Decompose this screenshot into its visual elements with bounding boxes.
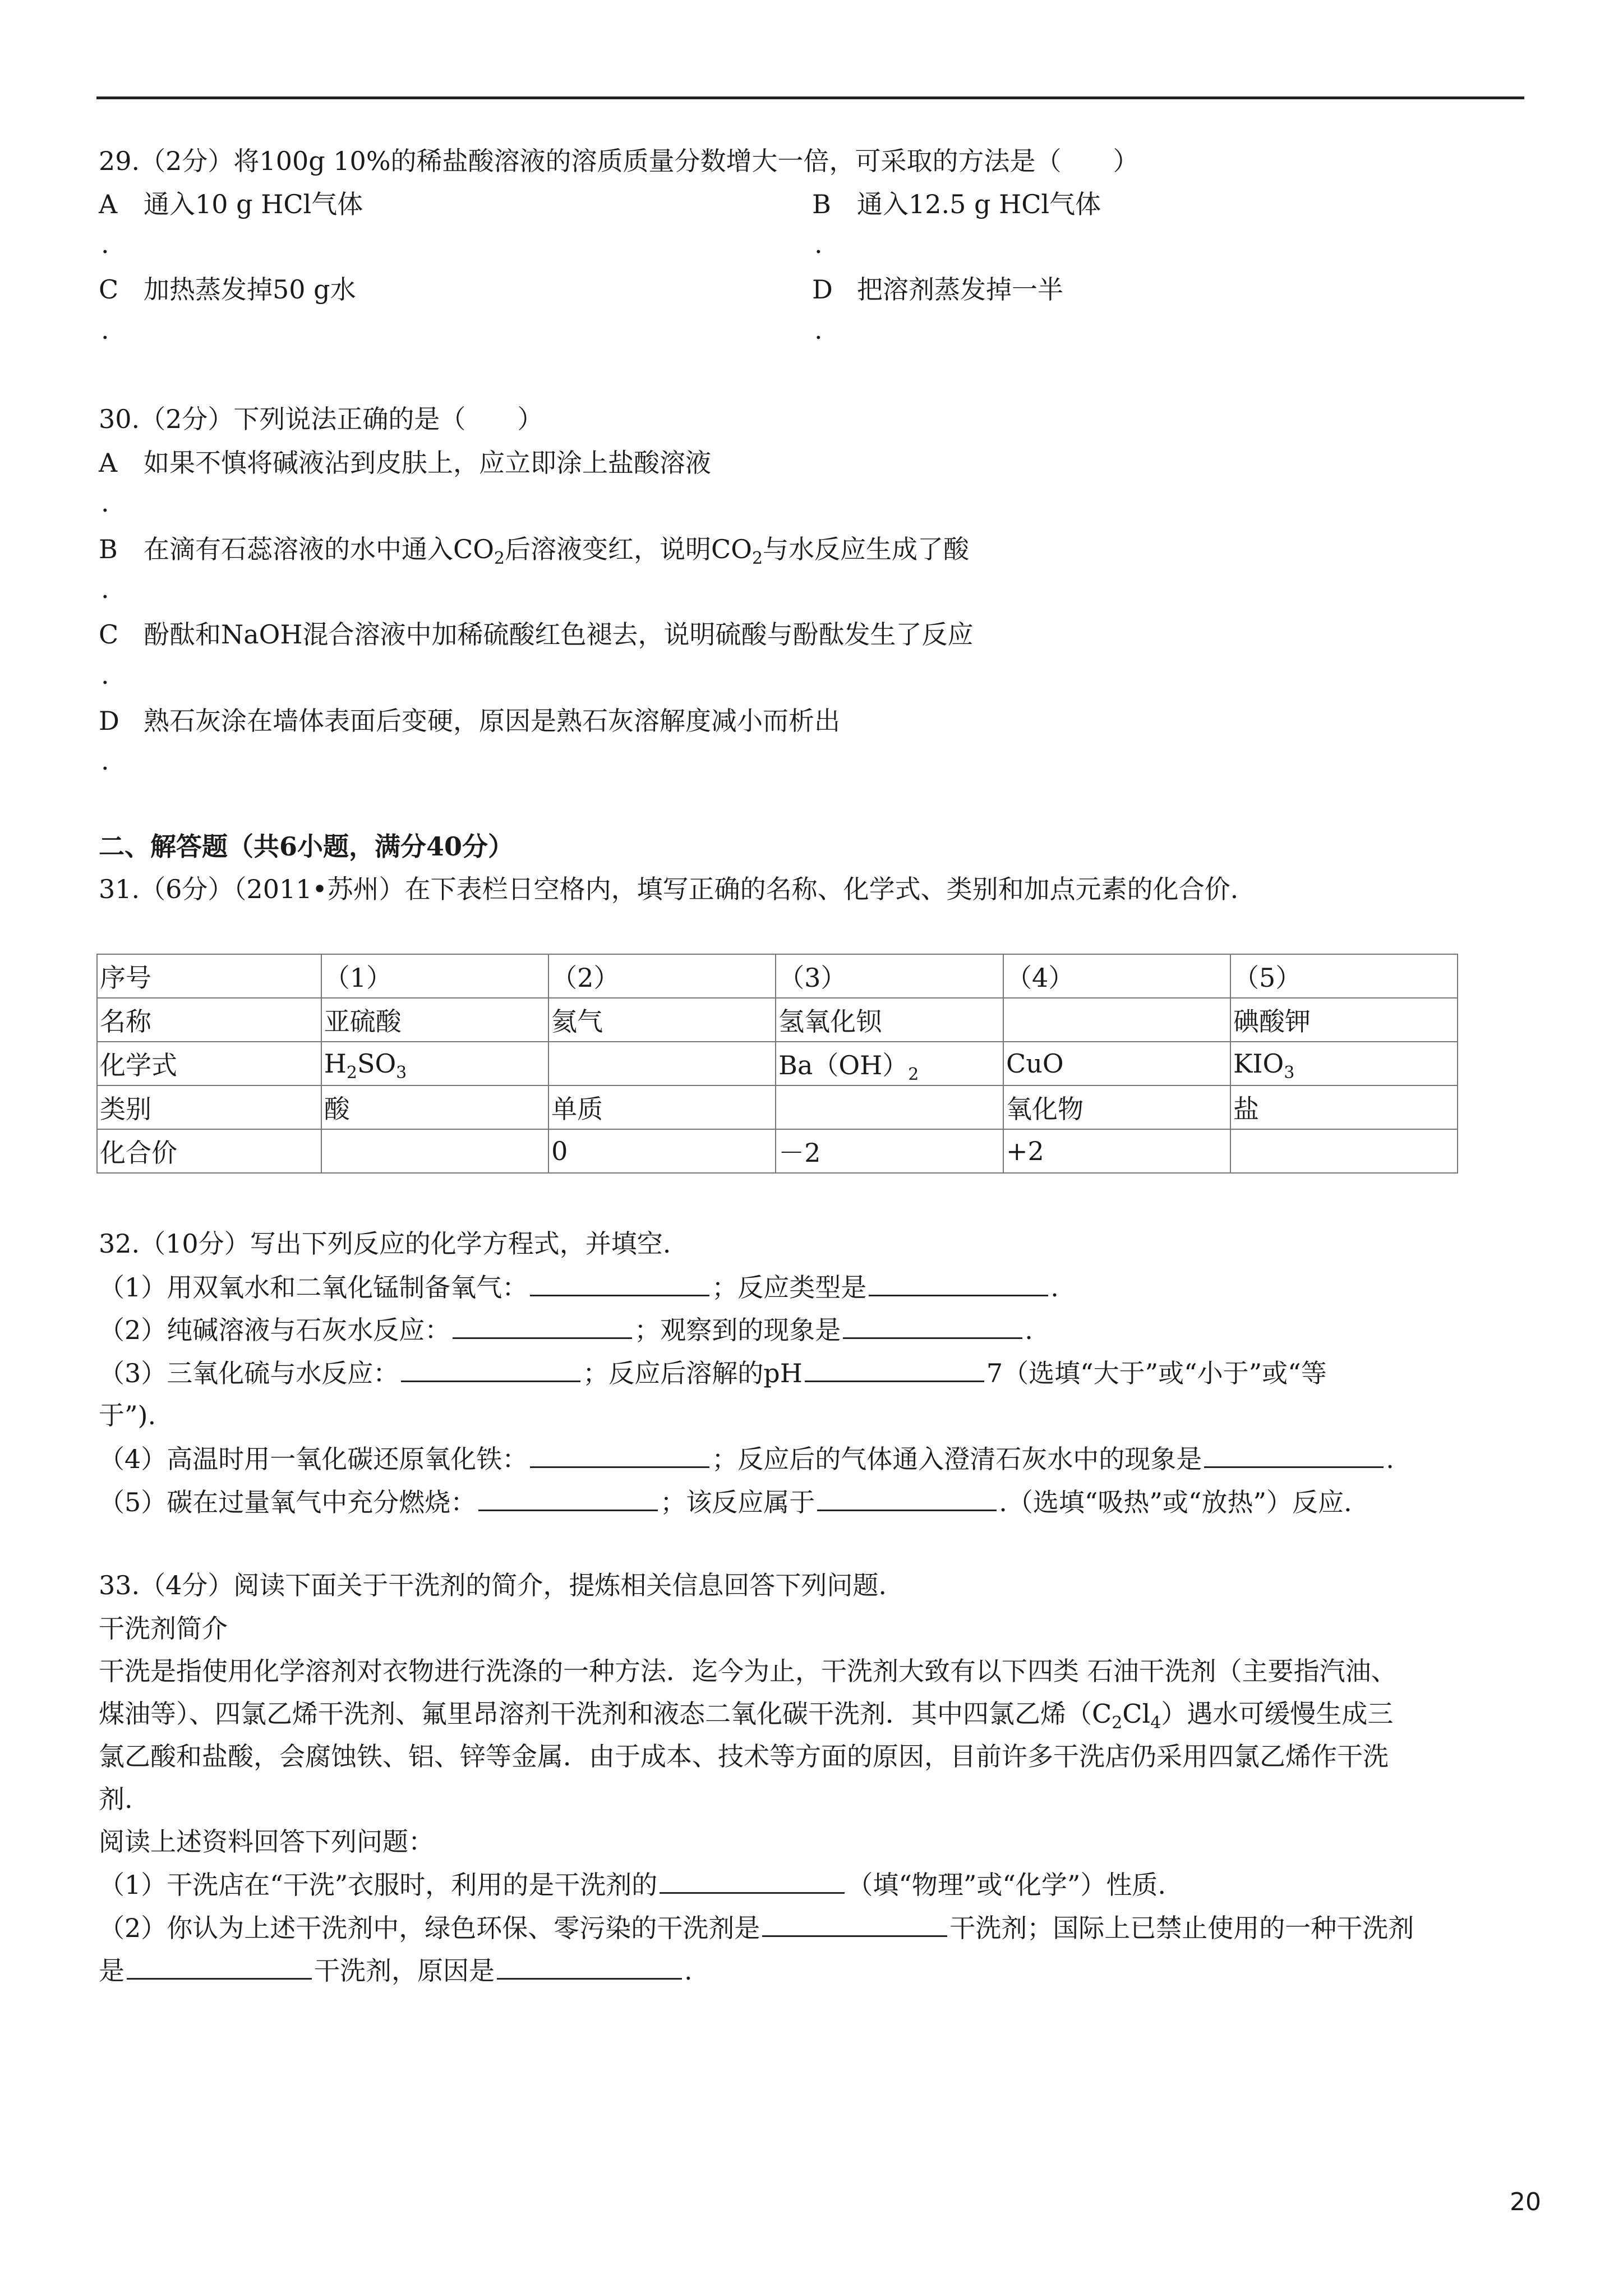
- q33-answer-2: （2）你认为上述干洗剂中，绿色环保、零污染的干洗剂是 干洗剂；国际上已禁止使用的一种干洗剂: [99, 1911, 1414, 1945]
- answer-blank[interactable]: [530, 1442, 709, 1468]
- q33-paragraph-1: 干洗是指使用化学溶剂对衣物进行洗涤的一种方法．迄今为止，干洗剂大致有以下四类 石油干洗剂（主要指汽油、: [99, 1656, 1397, 1686]
- q29-option-b: B 通入12.5 g HCl气体: [812, 189, 1101, 219]
- q29-stem: 29.（2分）将100g 10%的稀盐酸溶液的溶质质量分数增大一倍，可采取的方法是（ ）: [99, 146, 1139, 176]
- table-cell: 名称: [97, 998, 321, 1042]
- answer-blank[interactable]: [453, 1313, 632, 1339]
- table-cell: 化学式: [97, 1042, 321, 1085]
- q30-option-b: B 在滴有石蕊溶液的水中通入$CO_2$后溶液变红，说明$CO_2$与水反应生成了酸: [99, 534, 970, 569]
- table-cell: $H_2SO_3$: [321, 1042, 548, 1085]
- q32-line-4: （4）高温时用一氧化碳还原氧化铁： ；反应后的气体通入澄清石灰水中的现象是 .: [99, 1442, 1394, 1476]
- answer-blank[interactable]: [127, 1953, 312, 1980]
- table-cell: （2）: [548, 954, 776, 998]
- q29-option-d: D 把溶剂蒸发掉一半: [812, 274, 1063, 305]
- table-cell: CuO: [1003, 1042, 1230, 1085]
- q29-option-a: A 通入10 g HCl气体: [99, 189, 363, 219]
- header-rule: [96, 96, 1524, 99]
- table-cell: （4）: [1003, 954, 1230, 998]
- q33-paragraph-2: 煤油等）、四氯乙烯干洗剂、氟里昂溶剂干洗剂和液态二氧化碳干洗剂．其中四氯乙烯$(C_2Cl_4)$遇水可缓慢生成三: [99, 1699, 1394, 1733]
- q29-option-c: C 加热蒸发掉50 g水: [99, 274, 356, 305]
- table-cell: 序号: [97, 954, 321, 998]
- q33-answer-1: （1）干洗店在“干洗”衣服时，利用的是干洗剂的 （填“物理”或“化学”）性质.: [99, 1867, 1166, 1902]
- table-cell: $KIO_3$: [1230, 1042, 1458, 1085]
- q33-answer-3: 是 干洗剂，原因是 .: [99, 1953, 693, 1987]
- answer-blank[interactable]: [843, 1313, 1022, 1339]
- answer-blank[interactable]: [869, 1270, 1048, 1296]
- q31-stem: 31.（6分）（2011•苏州）在下表栏日空格内，填写正确的名称、化学式、类别和加点元素的化合价.: [99, 874, 1239, 904]
- table-cell: （5）: [1230, 954, 1458, 998]
- q33-title: 干洗剂简介: [99, 1613, 228, 1644]
- table-cell: [1230, 1129, 1458, 1173]
- table-cell: [1003, 998, 1230, 1042]
- table-cell: 0: [548, 1129, 776, 1173]
- q32-line-3-cont: 于”).: [99, 1400, 156, 1430]
- table-cell: $Ba(OH)_2$: [776, 1042, 1003, 1085]
- answer-blank[interactable]: [1204, 1442, 1384, 1468]
- q29-dot-d: .: [814, 315, 823, 345]
- table-cell: （3）: [776, 954, 1003, 998]
- table-cell: [548, 1042, 776, 1085]
- q30-option-a: A 如果不慎将碱液沾到皮肤上，应立即涂上盐酸溶液: [99, 448, 711, 478]
- q29-dot-a: .: [101, 229, 109, 259]
- answer-blank[interactable]: [478, 1485, 658, 1511]
- q33-read-prompt: 阅读上述资料回答下列问题：: [99, 1826, 434, 1857]
- answer-blank[interactable]: [497, 1953, 682, 1980]
- table-row: [97, 954, 1458, 998]
- q30-dot-c: .: [101, 660, 109, 690]
- q30-dot-b: .: [101, 574, 109, 604]
- q33-stem: 33.（4分）阅读下面关于干洗剂的简介，提炼相关信息回答下列问题.: [99, 1570, 887, 1600]
- table-cell: +2: [1003, 1129, 1230, 1173]
- q30-stem: 30.（2分）下列说法正确的是（ ）: [99, 404, 543, 434]
- table-cell: 酸: [321, 1085, 548, 1129]
- q33-paragraph-4: 剂.: [99, 1784, 133, 1814]
- q32-line-5: （5）碳在过量氧气中充分燃烧： ；该反应属于 .（选填“吸热”或“放热”）反应.: [99, 1485, 1352, 1519]
- table-cell: 亚硫酸: [321, 998, 548, 1042]
- table-cell: 氧化物: [1003, 1085, 1230, 1129]
- q32-stem: 32.（10分）写出下列反应的化学方程式，并填空.: [99, 1228, 671, 1259]
- answer-blank[interactable]: [805, 1356, 984, 1382]
- q32-line-3: （3）三氧化硫与水反应： ；反应后溶解的pH 7（选填“大于”或“小于”或“等: [99, 1356, 1327, 1390]
- section-title: 二、解答题（共6小题，满分40分）: [99, 831, 514, 862]
- table-cell: 单质: [548, 1085, 776, 1129]
- table-row: [97, 1129, 1458, 1173]
- q33-paragraph-3: 氯乙酸和盐酸，会腐蚀铁、铝、锌等金属．由于成本、技术等方面的原因，目前许多干洗店仍采用四氯乙烯作干洗: [99, 1741, 1389, 1772]
- table-cell: 类别: [97, 1085, 321, 1129]
- table-cell: －2: [776, 1129, 1003, 1173]
- table-cell: [321, 1129, 548, 1173]
- answer-blank[interactable]: [530, 1270, 709, 1296]
- q30-option-d: D 熟石灰涂在墙体表面后变硬，原因是熟石灰溶解度减小而析出: [99, 706, 840, 736]
- q30-dot-a: .: [101, 487, 109, 518]
- page-number: 20: [1510, 2188, 1541, 2216]
- answer-blank[interactable]: [660, 1867, 845, 1894]
- answer-blank[interactable]: [401, 1356, 580, 1382]
- table-row: [97, 998, 1458, 1042]
- q32-line-2: （2）纯碱溶液与石灰水反应： ；观察到的现象是 .: [99, 1313, 1033, 1347]
- table-cell: 氦气: [548, 998, 776, 1042]
- q29-dot-b: .: [814, 229, 823, 259]
- q29-dot-c: .: [101, 315, 109, 345]
- answer-blank[interactable]: [762, 1911, 947, 1937]
- table-cell: 氢氧化钡: [776, 998, 1003, 1042]
- table-cell: 盐: [1230, 1085, 1458, 1129]
- table-cell: [776, 1085, 1003, 1129]
- q30-option-c: C 酚酞和NaOH混合溶液中加稀硫酸红色褪去，说明硫酸与酚酞发生了反应: [99, 619, 974, 650]
- q31-table: [96, 954, 1458, 1174]
- q30-dot-d: .: [101, 746, 109, 776]
- table-cell: 碘酸钾: [1230, 998, 1458, 1042]
- table-row: [97, 1042, 1458, 1085]
- table-cell: 化合价: [97, 1129, 321, 1173]
- q32-line-1: （1）用双氧水和二氧化锰制备氧气： ；反应类型是 .: [99, 1270, 1059, 1304]
- table-row: [97, 1085, 1458, 1129]
- table-cell: （1）: [321, 954, 548, 998]
- answer-blank[interactable]: [817, 1485, 997, 1511]
